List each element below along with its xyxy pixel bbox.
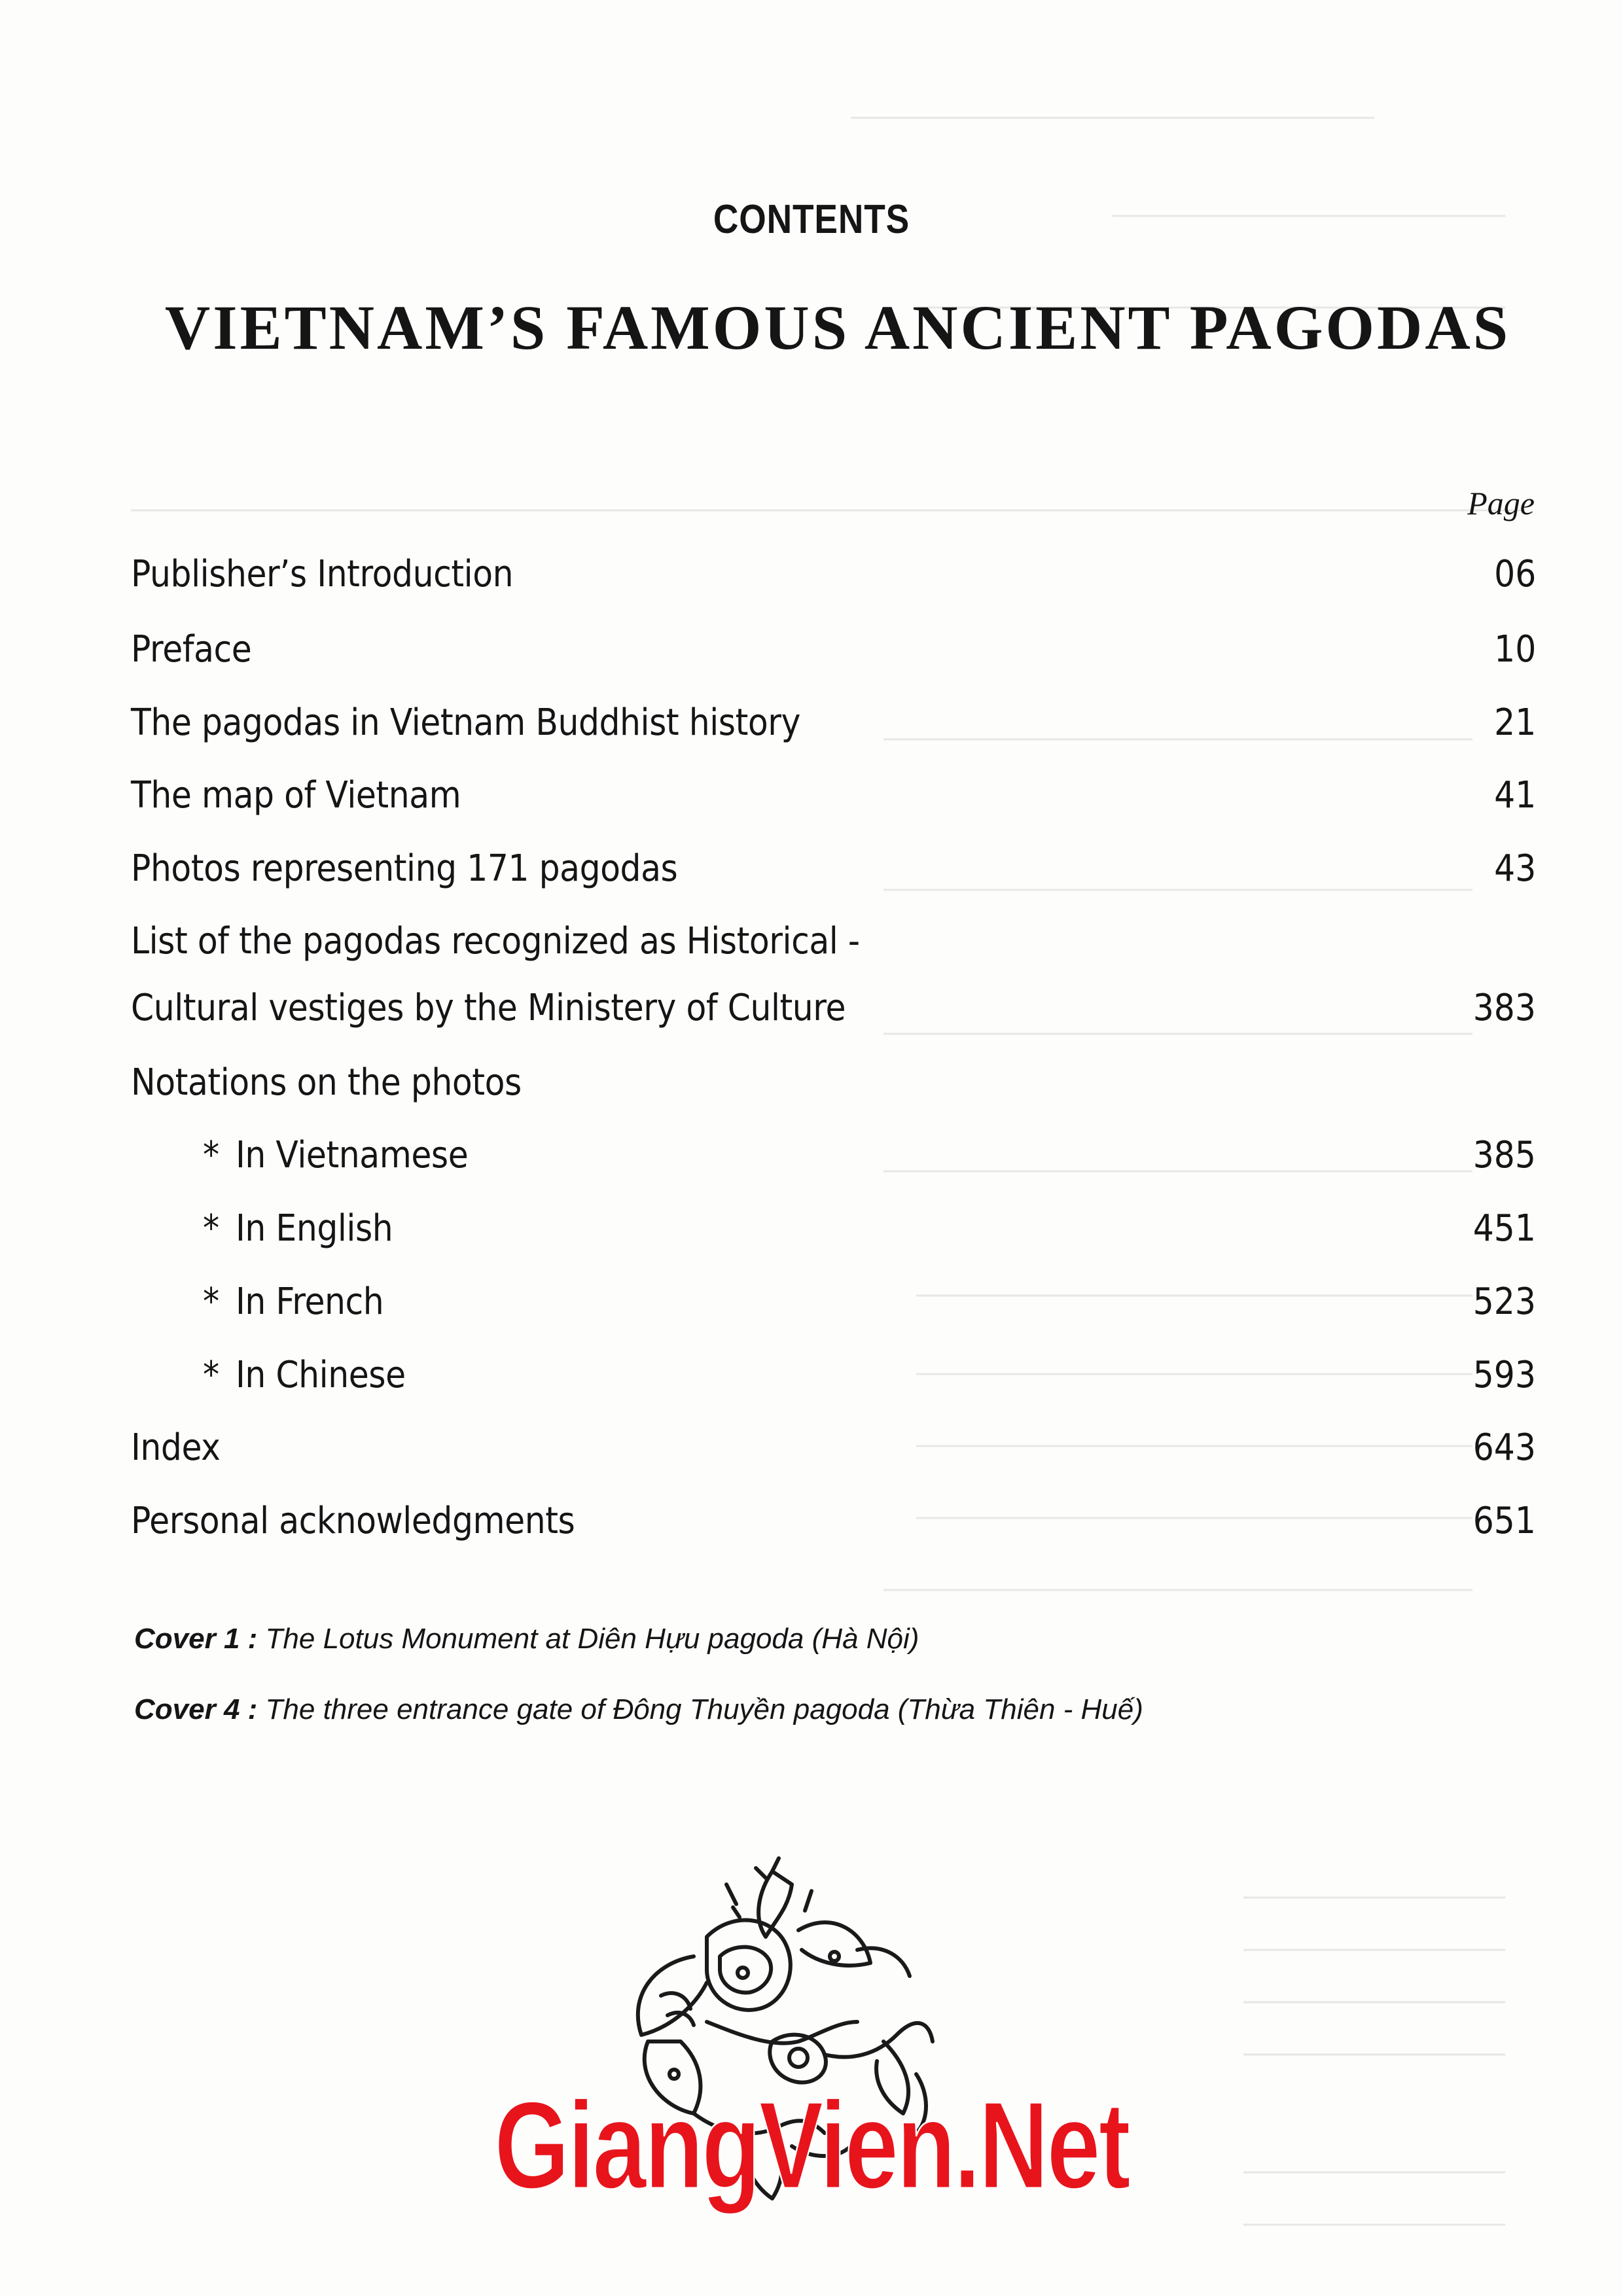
toc-entry-label: In French xyxy=(235,1280,384,1323)
toc-entry-label: List of the pagodas recognized as Historical - xyxy=(131,920,860,963)
toc-entry-label: Publisher’s Introduction xyxy=(131,553,514,595)
toc-row xyxy=(131,1134,1536,1186)
toc-entry-label: Preface xyxy=(131,628,252,671)
toc-entry-label: In Chinese xyxy=(235,1354,406,1396)
toc-row xyxy=(131,1280,1536,1333)
cover-note xyxy=(134,1623,919,1655)
toc-entry-page: 451 xyxy=(1472,1207,1536,1250)
book-title: VIETNAM’S FAMOUS ANCIENT PAGODAS xyxy=(164,292,1511,362)
toc-row xyxy=(131,847,1536,900)
toc-row xyxy=(131,701,1536,754)
toc-row xyxy=(131,774,1536,826)
toc-row xyxy=(131,1426,1536,1479)
toc-entry-page: 41 xyxy=(1493,774,1536,817)
toc-entry-label: The pagodas in Vietnam Buddhist history xyxy=(131,701,800,744)
toc-entry-page: 21 xyxy=(1493,701,1536,744)
toc-entry-page: 643 xyxy=(1472,1426,1536,1469)
toc-entry-label: In Vietnamese xyxy=(235,1134,469,1176)
toc-entry-label: In English xyxy=(235,1207,393,1250)
toc-subentry xyxy=(203,1134,468,1176)
toc-entry-page: 523 xyxy=(1472,1280,1536,1323)
toc-entry-page: 593 xyxy=(1472,1354,1536,1396)
toc-entry-page: 651 xyxy=(1472,1500,1536,1542)
toc-subentry xyxy=(203,1280,383,1323)
toc-entry-page: 385 xyxy=(1472,1134,1536,1176)
toc-row xyxy=(131,920,1536,972)
cover-note-label: Cover 1 : xyxy=(134,1623,258,1655)
toc-row xyxy=(131,1061,1536,1114)
asterisk-bullet: * xyxy=(203,1354,219,1396)
toc-entry-page: 06 xyxy=(1493,553,1536,595)
asterisk-bullet: * xyxy=(203,1207,219,1250)
asterisk-bullet: * xyxy=(203,1134,219,1176)
watermark-text: GiangVien.Net xyxy=(494,2076,1129,2215)
toc-entry-label: Personal acknowledgments xyxy=(131,1500,575,1542)
toc-row xyxy=(131,1354,1536,1406)
toc-entry-label: Notations on the photos xyxy=(131,1061,522,1104)
toc-entry-label: Photos representing 171 pagodas xyxy=(131,847,678,890)
toc-row xyxy=(131,987,1536,1039)
toc-entry-page: 383 xyxy=(1472,987,1536,1029)
contents-heading: CONTENTS xyxy=(713,197,910,242)
cover-note xyxy=(134,1693,1143,1726)
toc-row xyxy=(131,1500,1536,1552)
toc-entry-label: The map of Vietnam xyxy=(131,774,461,817)
page-column-label: Page xyxy=(1467,485,1535,521)
toc-entry-page: 43 xyxy=(1493,847,1536,890)
toc-entry-page: 10 xyxy=(1493,628,1536,671)
toc-entry-label: Cultural vestiges by the Ministery of Culture xyxy=(131,987,846,1029)
toc-subentry xyxy=(203,1354,406,1396)
cover-note-text: The Lotus Monument at Diên Hựu pagoda (Hà Nội) xyxy=(265,1623,919,1655)
cover-note-label: Cover 4 : xyxy=(134,1693,258,1725)
toc-subentry xyxy=(203,1207,393,1250)
toc-entry-label: Index xyxy=(131,1426,221,1469)
cover-note-text: The three entrance gate of Đông Thuyền pagoda (Thừa Thiên - Huế) xyxy=(265,1693,1143,1725)
toc-row xyxy=(131,553,1536,605)
toc-row xyxy=(131,628,1536,680)
asterisk-bullet: * xyxy=(203,1280,219,1323)
toc-row xyxy=(131,1207,1536,1260)
